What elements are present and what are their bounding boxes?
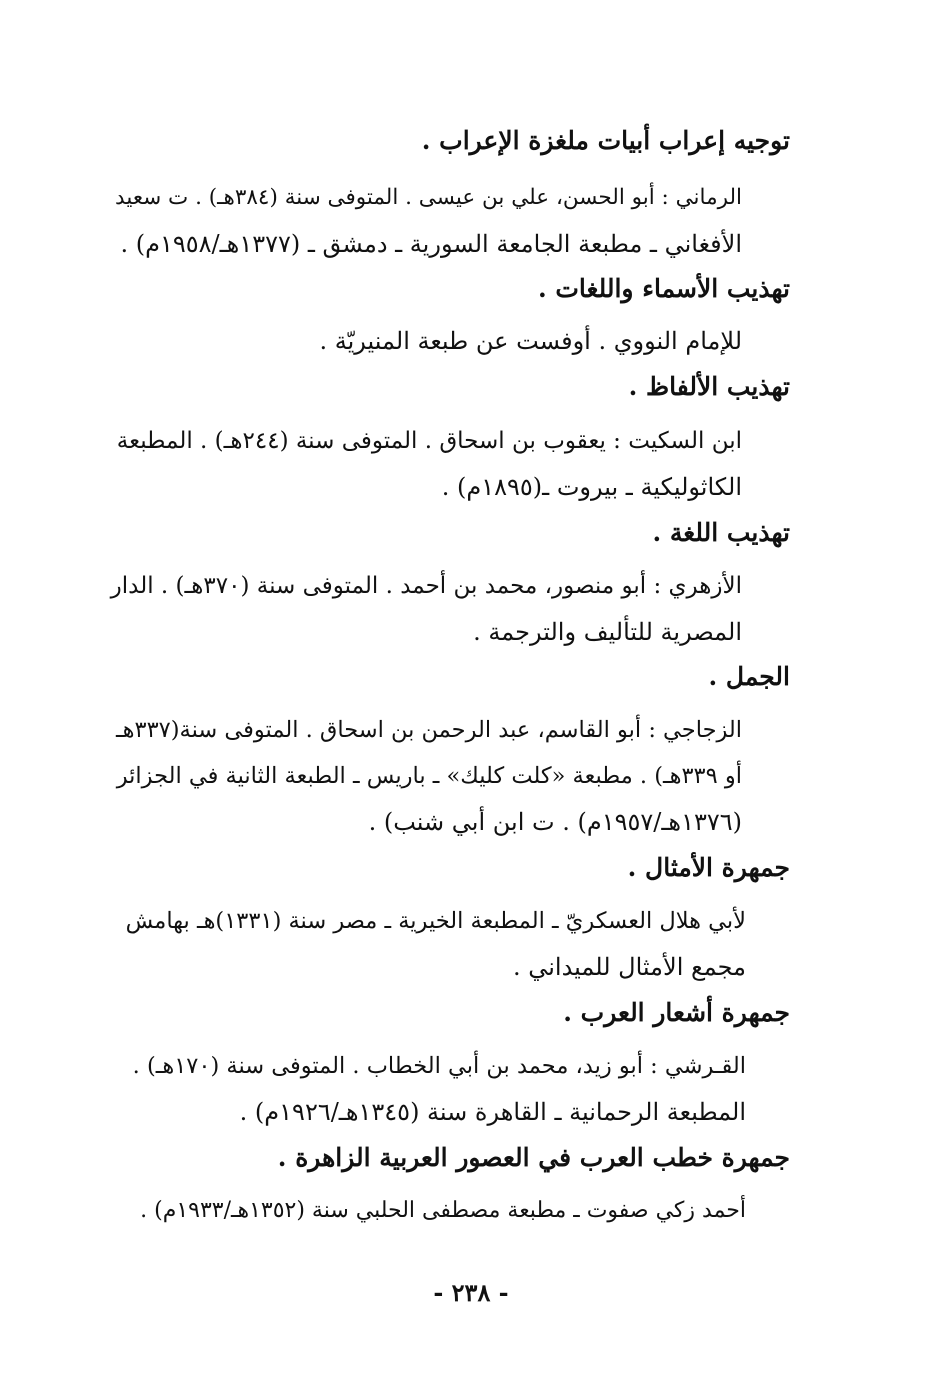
entry-line: (١٣٧٦هـ/١٩٥٧م) . ت ابن أبي شنب) . xyxy=(368,808,742,836)
entry-line: أحمد زكي صفوت ـ مطبعة مصطفى الحلبي سنة (١٣٥٢هـ/١٩٣٣م) . xyxy=(140,1198,746,1223)
entry-line: الرماني : أبو الحسن، علي بن عيسى . المتوفى سنة (٣٨٤هـ) . ت سعيد xyxy=(115,185,742,210)
entry-heading: جمهرة أشعار العرب . xyxy=(563,998,790,1027)
entry-body xyxy=(120,898,746,990)
entry-line: ابن السكيت : يعقوب بن اسحاق . المتوفى سنة (٢٤٤هـ) . المطبعة xyxy=(116,428,742,454)
entry-body xyxy=(110,563,742,655)
entry-line: القـرشي : أبو زيد، محمد بن أبي الخطاب . المتوفى سنة (١٧٠هـ) . xyxy=(132,1053,746,1079)
entry-heading: الجمل . xyxy=(708,662,790,691)
entry-heading: تهذيب الأسماء واللغات . xyxy=(537,274,790,303)
entry-body xyxy=(130,1043,746,1135)
entry-line: لأبي هلال العسكريّ ـ المطبعة الخيرية ـ مصر سنة (١٣٣١)هـ بهامش xyxy=(125,908,746,934)
entry-heading: جمهرة خطب العرب في العصور العربية الزاهرة . xyxy=(277,1143,790,1172)
entry-line: الأفغاني ـ مطبعة الجامعة السورية ـ دمشق ـ (١٣٧٧هـ/١٩٥٨م) . xyxy=(120,230,742,258)
entry-heading: توجيه إعراب أبيات ملغزة الإعراب . xyxy=(421,126,790,155)
entry-line: الأزهري : أبو منصور، محمد بن أحمد . المتوفى سنة (٣٧٠هـ) . الدار xyxy=(110,573,742,599)
entry-line: أو ٣٣٩هـ) . مطبعة «كلت كليك» ـ باريس ـ الطبعة الثانية في الجزائر xyxy=(116,763,742,789)
entry-line: المطبعة الرحمانية ـ القاهرة سنة (١٣٤٥هـ/١٩٢٦م) . xyxy=(239,1098,746,1126)
entry-line: الكاثوليكية ـ بيروت ـ(١٨٩٥م) . xyxy=(441,473,742,501)
entry-body xyxy=(130,1188,746,1234)
entry-body xyxy=(110,418,742,510)
entry-body xyxy=(110,707,742,845)
entry-body xyxy=(110,175,742,267)
entry-body xyxy=(110,318,742,364)
entry-line: للإمام النووي . أوفست عن طبعة المنيريّة . xyxy=(319,327,742,355)
entry-heading: تهذيب الألفاظ . xyxy=(628,372,790,401)
entry-line: الزجاجي : أبو القاسم، عبد الرحمن بن اسحاق . المتوفى سنة(٣٣٧هـ xyxy=(116,717,742,743)
entry-line: مجمع الأمثال للميداني . xyxy=(512,953,746,981)
entry-line: المصرية للتأليف والترجمة . xyxy=(473,618,742,646)
page-number: - ٢٣٨ - xyxy=(433,1278,509,1307)
entry-heading: جمهرة الأمثال . xyxy=(627,853,790,882)
entry-heading: تهذيب اللغة . xyxy=(652,518,790,547)
